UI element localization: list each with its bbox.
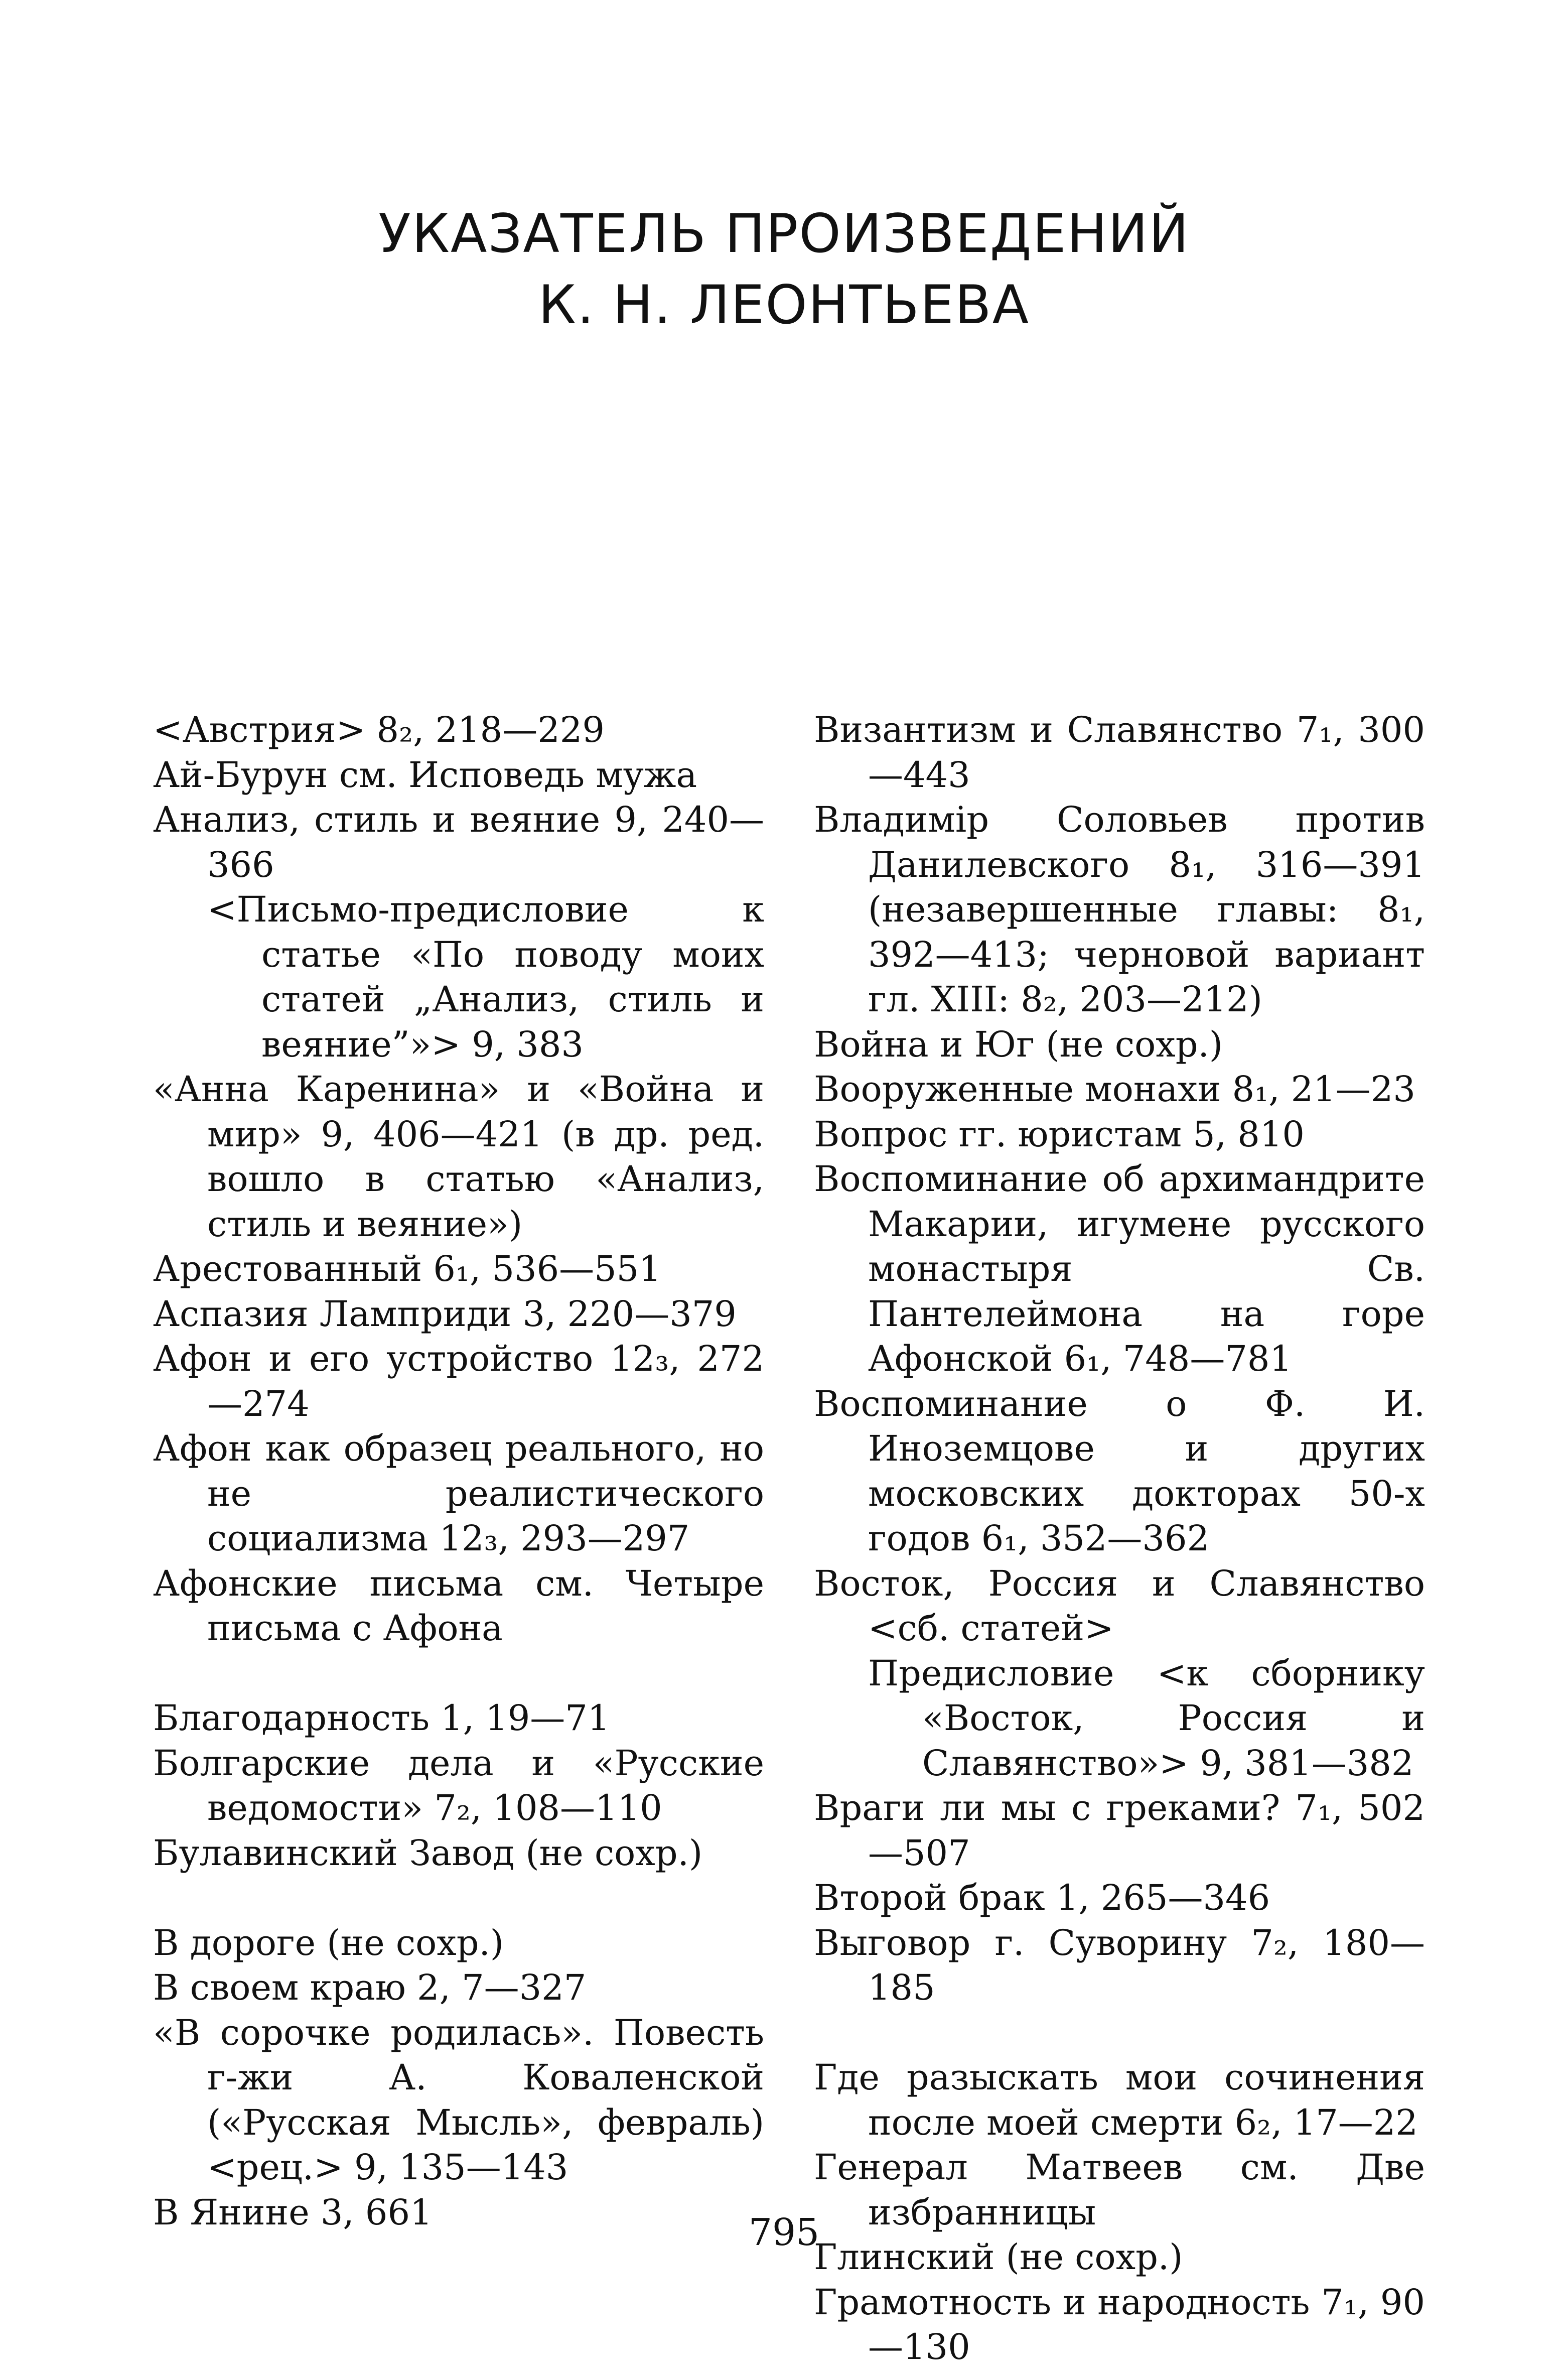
index-entry: Выговор г. Суворину 7₂, 180—185 xyxy=(814,1922,1425,2008)
index-entry: <Австрия> 8₂, 218—229 xyxy=(153,709,605,750)
index-entry: Болгарские дела и «Русские ведомости» 7₂, 108—110 xyxy=(153,1742,764,1828)
index-entry: Афон как образец реального, но не реалистического социализма 12₃, 293—297 xyxy=(153,1428,764,1559)
index-entry: Афонские письма см. Четыре письма с Афона xyxy=(153,1562,764,1649)
index-entry: Грамотность и народность 7₁, 90—130 xyxy=(814,2281,1425,2367)
index-entry: «Анна Каренина» и «Война и мир» 9, 406—421 (в др. ред. вошло в статью «Анализ, стиль и веяние») xyxy=(153,1069,764,1245)
section-gap xyxy=(153,1876,764,1921)
index-entry: Арестованный 6₁, 536—551 xyxy=(153,1248,661,1289)
index-entry: Афон и его устройство 12₃, 272—274 xyxy=(153,1338,764,1424)
index-entry: В Янине 3, 661 xyxy=(153,2191,433,2233)
index-entry: В своем краю 2, 7—327 xyxy=(153,1967,587,2008)
index-entry: Византизм и Славянство 7₁, 300—443 xyxy=(814,709,1425,796)
index-entry: Воспоминание об архимандрите Макарии, игумене русского монастыря Св. Пантелеймона на горе Афонской 6₁, 748—781 xyxy=(814,1158,1425,1379)
index-entry: Где разыскать мои сочинения после моей смерти 6₂, 17—22 xyxy=(814,2057,1425,2143)
index-entry: В дороге (не сохр.) xyxy=(153,1922,504,1963)
index-entry: Анализ, стиль и веяние 9, 240—366 xyxy=(153,799,764,885)
title-line-2: К. Н. ЛЕОНТЬЕВА xyxy=(538,274,1030,336)
index-entry: Враги ли мы с греками? 7₁, 502—507 xyxy=(814,1787,1425,1874)
index-entry: «В сорочке родилась». Повесть г-жи А. Коваленской («Русская Мысль», февраль) <рец.> 9, 135—143 xyxy=(153,2012,764,2188)
index-column-right xyxy=(814,708,1425,2370)
index-entry: Благодарность 1, 19—71 xyxy=(153,1697,610,1739)
section-gap xyxy=(814,2011,1425,2056)
index-entry: Вооруженные монахи 8₁, 21—23 xyxy=(814,1069,1415,1110)
page-number: 795 xyxy=(748,2211,820,2254)
index-subentry: Предисловие <к сборнику «Восток, Россия и Славянство»> 9, 381—382 xyxy=(868,1652,1425,1784)
index-entry: Вопрос гг. юристам 5, 810 xyxy=(814,1113,1305,1155)
index-entry: Генерал Матвеев см. Две избранницы xyxy=(814,2147,1425,2233)
index-entry: Глинский (не сохр.) xyxy=(814,2236,1183,2278)
index-entry: Булавинский Завод (не сохр.) xyxy=(153,1832,703,1874)
index-subentry: <Письмо-предисловие к статье «По поводу моих статей „Анализ, стиль и веяние”»> 9, 383 xyxy=(207,889,764,1065)
index-entry: Аспазия Ламприди 3, 220—379 xyxy=(153,1293,737,1335)
index-entry: Ай-Бурун см. Исповедь мужа xyxy=(153,754,697,796)
index-entry: Второй брак 1, 265—346 xyxy=(814,1877,1270,1918)
index-entry: Воспоминание о Ф. И. Иноземцове и других московских докторах 50-х годов 6₁, 352—362 xyxy=(814,1383,1425,1559)
index-column-left xyxy=(153,708,764,2235)
page-title xyxy=(0,198,1568,341)
index-entry: Война и Юг (не сохр.) xyxy=(814,1023,1223,1065)
index-entry: Владимiр Соловьев против Данилевского 8₁, 316—391 (незавершенные главы: 8₁, 392—413; черновой вариант гл. XIII: 8₂, 203—212) xyxy=(814,799,1425,1020)
index-entry: Восток, Россия и Славянство <сб. статей> xyxy=(814,1562,1425,1649)
section-gap xyxy=(153,1651,764,1696)
title-line-1: УКАЗАТЕЛЬ ПРОИЗВЕДЕНИЙ xyxy=(378,203,1190,265)
